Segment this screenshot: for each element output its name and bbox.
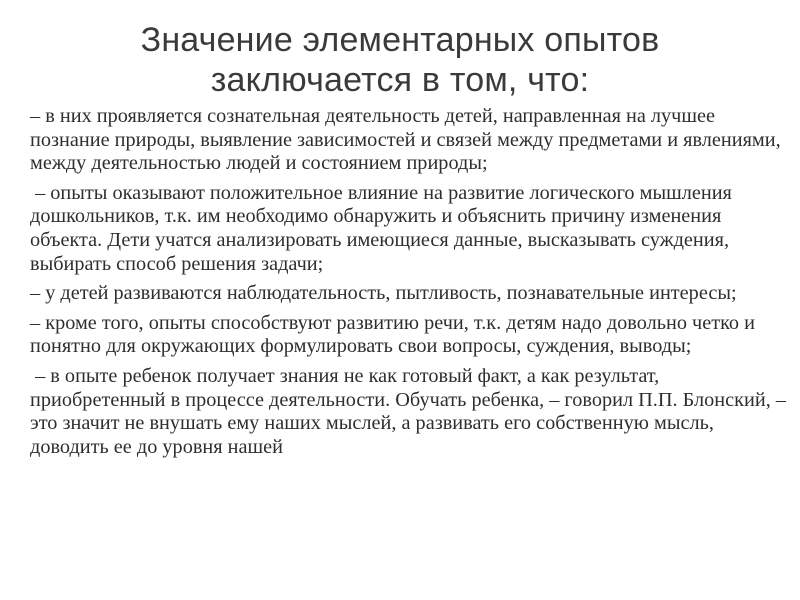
bullet-paragraph: – в них проявляется сознательная деятельность детей, направленная на лучшее познание природы, выявление зависимостей и связей между предметами и явлениями, между деятельностью людей и состоянием природы; [30,105,781,175]
bullet-paragraph: – опыты оказывают положительное влияние на развитие логического мышления дошкольников, т.к. им необходимо обнаружить и объяснить причину изменения объекта. Дети учатся анализировать имеющиеся данные, высказывать суждения, выбирать способ решения задачи; [30,181,732,275]
bullet-paragraph: – у детей развиваются наблюдательность, пытливость, познавательные интересы; [30,282,737,305]
slide-title: Значение элементарных опытов заключается в том, что: [140,21,660,99]
bullet-paragraph: – в опыте ребенок получает знания не как готовый факт, а как результат, приобретенный в процессе деятельности. Обучать ребенка, – говорил П.П. Блонский, – это значит не внушать ему наших мыслей, а развивать его собственную мысль, доводить ее до уровня нашей [30,364,786,458]
bullet-paragraph: – кроме того, опыты способствуют развитию речи, т.к. детям надо довольно четко и понятно для окружающих формулировать свои вопросы, суждения, выводы; [30,311,755,358]
slide-body [30,105,788,465]
